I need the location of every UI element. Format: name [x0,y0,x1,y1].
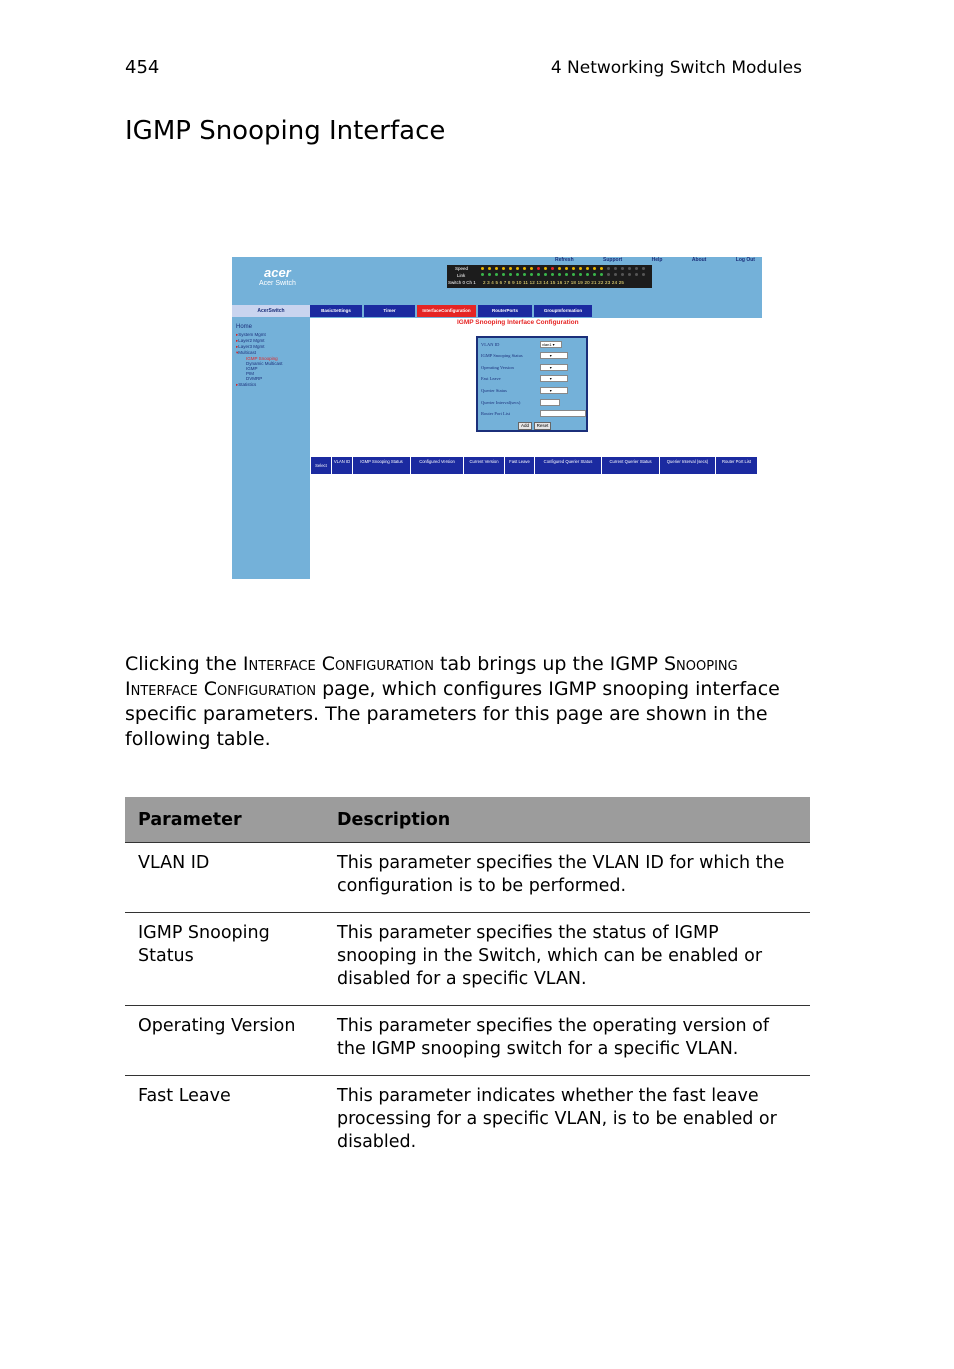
description-cell: This parameter specifies the operating version of the IGMP snooping switch for a specific VLAN. [324,1006,810,1076]
parameter-cell: Operating Version [125,1006,324,1076]
port-led [642,267,645,270]
port-led [607,267,610,270]
router-port-list-label: Router Port List [481,411,510,416]
port-led [495,267,498,270]
refresh-link[interactable]: Refresh [555,257,574,263]
port-led [628,267,631,270]
section-title: IGMP Snooping Interface [125,116,446,146]
port-led [544,267,547,270]
col-fast-leave: Fast Leave [505,457,535,474]
col-querier-interval: Querier Interval (secs) [660,457,716,474]
tab-group-information[interactable]: GroupInformation [534,305,592,317]
port-led [607,273,610,276]
port-led [530,267,533,270]
port-status-panel [447,265,652,288]
col-select: Select [311,457,332,474]
port-led [481,273,484,276]
parameter-cell: IGMP Snooping Status [125,913,324,1006]
sidebar-item-statistics[interactable]: ▸Statistics [236,382,257,387]
port-led [635,267,638,270]
link-label: Link [457,273,466,278]
operating-version-label: Operating Version [481,365,514,370]
about-link[interactable]: About [691,257,707,263]
sidebar-item-dvmrp[interactable]: DVMRP [246,376,263,381]
port-led [502,273,505,276]
sidebar-item-igmp[interactable]: IGMP [246,366,258,371]
sidebar-item-layer3-mgmt[interactable]: ▸Layer3 Mgmt [236,344,265,349]
snooping-status-label: IGMP Snooping Status [481,353,523,358]
header-parameter: Parameter [125,797,324,843]
sidebar-item-system-mgmt[interactable]: ▸System Mgmt [236,332,266,337]
port-led [621,273,624,276]
querier-interval-input[interactable] [540,399,560,406]
table-row [125,1006,810,1076]
tab-router-ports[interactable]: RouterPorts [478,305,532,317]
tab-timer[interactable]: Timer [364,305,415,317]
fast-leave-select[interactable]: ▾ [540,375,568,382]
logout-link[interactable]: Log Out [735,257,755,263]
description-cell: This parameter specifies the VLAN ID for which the configuration is to be performed. [324,843,810,913]
parameter-cell: Fast Leave [138,1086,231,1106]
sidebar-home[interactable]: Home [236,324,253,330]
form-title: IGMP Snooping Interface Configuration [457,319,579,326]
port-led [558,273,561,276]
port-led [502,267,505,270]
snooping-status-select[interactable]: ▾ [540,352,568,359]
fast-leave-label: Fast Leave [481,376,501,381]
igmp-snooping-interface-configuration-term: Snooping Interface Configuration [125,653,738,700]
running-header: 4 Networking Switch Modules [550,58,802,78]
help-link[interactable]: Help [651,257,663,263]
description-cell: This parameter specifies the status of IGMP snooping in the Switch, which can be enabled or disabled for a specific VLAN. [324,913,810,1006]
port-led [565,273,568,276]
port-led [551,267,554,270]
port-led [537,267,540,270]
description-cell: This parameter indicates whether the fast leave processing for a specific VLAN, is to be enabled or disabled. [337,1086,777,1152]
port-led [593,267,596,270]
port-led [635,273,638,276]
interface-configuration-term: Interface Configuration [242,653,434,675]
sidebar [232,318,310,579]
port-led [614,267,617,270]
port-led [488,267,491,270]
port-led [516,267,519,270]
port-led [593,273,596,276]
tab-bar [310,305,594,317]
port-led [600,267,603,270]
port-numbers: 2 3 4 5 6 7 8 9 10 11 12 13 14 15 16 17 18 19 20 21 22 23 24 25 [483,280,625,285]
top-links [555,257,755,263]
add-button[interactable]: Add [518,422,532,430]
col-router-port-list: Router Port List [721,459,752,464]
sidebar-item-igmp-snooping[interactable]: IGMP Snooping [246,356,278,361]
port-led [572,273,575,276]
col-configured-querier-status: Configured Querier Status [535,457,602,474]
sidebar-item-dynamic-multicast[interactable]: Dynamic Multicast [246,361,283,366]
router-port-list-input[interactable] [540,410,586,417]
igmp-interface-form [476,336,588,432]
tab-interface-configuration[interactable]: InterfaceConfiguration [417,305,476,317]
col-vlan-id: VLAN ID [332,457,353,474]
table-header-row [125,797,810,843]
port-led [537,273,540,276]
port-led [628,273,631,276]
port-led [488,273,491,276]
querier-interval-label: Querier Interval(secs) [481,400,521,405]
header-description: Description [324,797,810,843]
table-row [125,913,810,1006]
col-current-version: Current Version [464,457,505,474]
parameter-cell: VLAN ID [125,843,324,913]
port-led [481,267,484,270]
port-led [509,267,512,270]
vlan-table-header [311,457,757,474]
port-led [523,267,526,270]
port-led [586,267,589,270]
table-row [125,1076,810,1169]
port-led [509,273,512,276]
port-led [523,273,526,276]
sidebar-item-pim[interactable]: PIM [246,371,255,376]
vlan-id-select[interactable]: vlan1 ▾ [540,341,562,348]
querier-status-select[interactable]: ▾ [540,387,568,394]
tab-basic-settings[interactable]: BasicSettings [310,305,362,317]
sidebar-header: AcerSwitch [232,305,310,317]
port-led [579,273,582,276]
page-number: 454 [125,57,160,78]
port-led [642,273,645,276]
port-led [544,273,547,276]
port-led [495,273,498,276]
port-led [516,273,519,276]
vlan-id-label: VLAN ID [481,342,500,347]
port-led [558,267,561,270]
sidebar-item-layer2-mgmt[interactable]: ▸Layer2 Mgmt [236,338,265,343]
col-current-querier-status: Current Querier Status [602,457,660,474]
table-row [125,843,810,913]
operating-version-select[interactable]: ▾ [540,364,568,371]
acer-logo: acer [264,265,291,280]
port-led [586,273,589,276]
logo-subtitle: Acer Switch [259,280,296,287]
speed-label: Speed [455,266,469,271]
reset-button[interactable]: Reset [534,422,551,430]
querier-status-label: Querier Status [481,388,507,393]
port-led [579,267,582,270]
parameters-table [125,797,810,1168]
switch-ui-screenshot [232,257,762,579]
port-led [621,267,624,270]
port-led [600,273,603,276]
port-led [530,273,533,276]
port-led [614,273,617,276]
port-led [572,267,575,270]
switch-label: Switch 0 Ch 1 [448,280,476,285]
port-led [551,273,554,276]
port-led [565,267,568,270]
body-paragraph: Clicking the Interface Configuration tab brings up the IGMP Snooping Interface Configuration page, which configures IGMP snooping interface specific parameters. The parameters for this page are shown in the following table. [125,653,780,750]
support-link[interactable]: Support [603,257,623,263]
col-igmp-snooping-status: IGMP Snooping Status [353,457,411,474]
sidebar-item-multicast[interactable]: ▾Multicast [236,350,257,355]
col-configured-version: Configured Version [411,457,464,474]
